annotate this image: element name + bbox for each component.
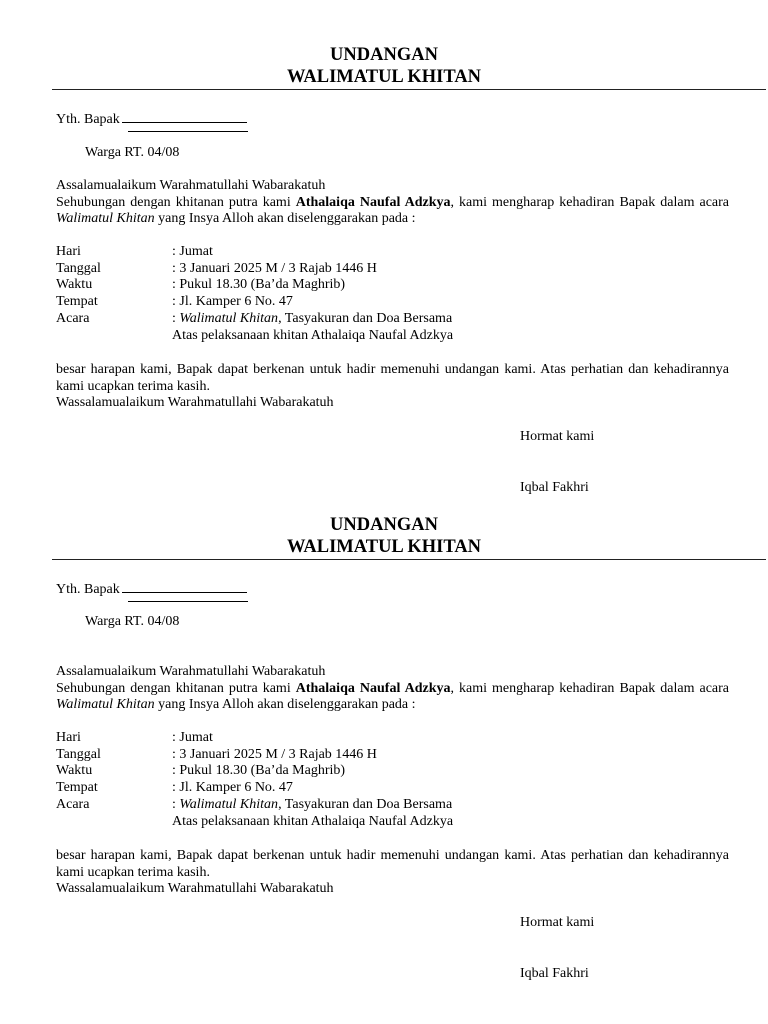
- invitation-title: [0, 514, 768, 558]
- agenda-note: Atas pelaksanaan khitan Athalaiqa Naufal Adzkya: [172, 813, 454, 829]
- greeting: Assalamualaikum Warahmatullahi Wabarakatuh: [56, 178, 326, 193]
- invitation-card-1: [0, 44, 768, 495]
- invitation-card-2: [0, 514, 768, 981]
- place-label: Tempat: [56, 294, 98, 310]
- recipient-label: Yth. Bapak: [56, 582, 120, 597]
- detail-row-agenda: [56, 797, 453, 814]
- time-label: Waktu: [56, 277, 93, 293]
- agenda-event: Walimatul Khitan: [179, 310, 279, 326]
- recipient-blank: [122, 111, 247, 123]
- time-value: : Pukul 18.30 (Ba’da Maghrib): [172, 763, 346, 779]
- detail-row-agenda-note: [56, 814, 453, 831]
- agenda-event: Walimatul Khitan: [179, 796, 279, 812]
- agenda-label: Acara: [56, 310, 90, 326]
- title-line-2: WALIMATUL KHITAN: [286, 67, 482, 87]
- title-line-1: UNDANGAN: [330, 515, 438, 535]
- place-value: : Jl. Kamper 6 No. 47: [172, 780, 293, 796]
- intro-prefix: Sehubungan dengan khitanan putra kami: [56, 680, 296, 696]
- detail-row-agenda-note: [56, 328, 453, 345]
- date-value: : 3 Januari 2025 M / 3 Rajab 1446 H: [172, 260, 377, 276]
- farewell: Wassalamualaikum Warahmatullahi Wabarakatuh: [56, 881, 334, 897]
- event-details: [56, 244, 453, 344]
- opening-block: [56, 178, 729, 228]
- detail-row-date: [56, 747, 453, 764]
- title-line-1: UNDANGAN: [330, 45, 438, 65]
- intro-mid: , kami mengharap kehadiran Bapak dalam acara: [450, 680, 729, 696]
- sign-label: Hormat kami: [520, 429, 595, 444]
- farewell: Wassalamualaikum Warahmatullahi Wabarakatuh: [56, 395, 334, 411]
- child-name: Athalaiqa Naufal Adzkya: [295, 680, 451, 696]
- sign-name: Iqbal Fakhri: [520, 966, 589, 981]
- closing-block: [56, 362, 729, 412]
- day-value: : Jumat: [172, 730, 213, 745]
- time-value: : Pukul 18.30 (Ba’da Maghrib): [172, 277, 346, 293]
- recipient-group: Warga RT. 04/08: [85, 614, 180, 629]
- agenda-rest: , Tasyakuran dan Doa Bersama: [278, 796, 453, 812]
- time-label: Waktu: [56, 763, 93, 779]
- closing-paragraph: besar harapan kami, Bapak dapat berkenan untuk hadir memenuhi undangan kami. Atas perhatian dan kehadirannya kami ucapkan terima kasih.: [56, 848, 729, 880]
- invitation-title: [0, 44, 768, 88]
- intro-suffix: yang Insya Alloh akan diselenggarakan pada :: [154, 211, 416, 227]
- date-label: Tanggal: [56, 260, 101, 276]
- agenda-value: [172, 797, 453, 814]
- event-name: Walimatul Khitan: [56, 211, 155, 227]
- date-value: : 3 Januari 2025 M / 3 Rajab 1446 H: [172, 746, 377, 762]
- agenda-colon: :: [172, 796, 180, 812]
- agenda-colon: :: [172, 310, 180, 326]
- detail-row-time: [56, 763, 453, 780]
- opening-block: [56, 664, 729, 714]
- detail-row-time: [56, 277, 453, 294]
- recipient-line: [56, 111, 247, 129]
- day-value: : Jumat: [172, 244, 213, 259]
- title-line-2: WALIMATUL KHITAN: [286, 537, 482, 557]
- recipient-line: [56, 581, 247, 599]
- detail-row-agenda: [56, 311, 453, 328]
- agenda-value: [172, 311, 453, 328]
- detail-row-place: [56, 780, 453, 797]
- agenda-label: Acara: [56, 796, 90, 812]
- recipient-blank-2: [128, 601, 248, 602]
- agenda-rest: , Tasyakuran dan Doa Bersama: [278, 310, 453, 326]
- recipient-blank: [122, 581, 247, 593]
- recipient-label: Yth. Bapak: [56, 112, 120, 127]
- intro-suffix: yang Insya Alloh akan diselenggarakan pada :: [154, 697, 416, 713]
- date-label: Tanggal: [56, 746, 101, 762]
- recipient-group: Warga RT. 04/08: [85, 145, 180, 160]
- day-label: Hari: [56, 244, 81, 259]
- intro-paragraph: [56, 195, 729, 228]
- detail-row-date: [56, 261, 453, 278]
- detail-row-place: [56, 294, 453, 311]
- intro-prefix: Sehubungan dengan khitanan putra kami: [56, 194, 296, 210]
- title-divider: [52, 89, 766, 90]
- child-name: Athalaiqa Naufal Adzkya: [295, 194, 451, 210]
- recipient-blank-2: [128, 131, 248, 132]
- intro-paragraph: [56, 681, 729, 714]
- event-details: [56, 730, 453, 830]
- agenda-note: Atas pelaksanaan khitan Athalaiqa Naufal Adzkya: [172, 327, 454, 343]
- closing-paragraph: besar harapan kami, Bapak dapat berkenan untuk hadir memenuhi undangan kami. Atas perhatian dan kehadirannya kami ucapkan terima kasih.: [56, 362, 729, 394]
- place-label: Tempat: [56, 780, 98, 796]
- title-divider: [52, 559, 766, 560]
- place-value: : Jl. Kamper 6 No. 47: [172, 294, 293, 310]
- detail-row-day: [56, 244, 453, 261]
- day-label: Hari: [56, 730, 81, 745]
- sign-label: Hormat kami: [520, 915, 595, 930]
- detail-row-day: [56, 730, 453, 747]
- greeting: Assalamualaikum Warahmatullahi Wabarakatuh: [56, 664, 326, 679]
- event-name: Walimatul Khitan: [56, 697, 155, 713]
- sign-name: Iqbal Fakhri: [520, 480, 589, 495]
- intro-mid: , kami mengharap kehadiran Bapak dalam acara: [450, 194, 729, 210]
- closing-block: [56, 848, 729, 898]
